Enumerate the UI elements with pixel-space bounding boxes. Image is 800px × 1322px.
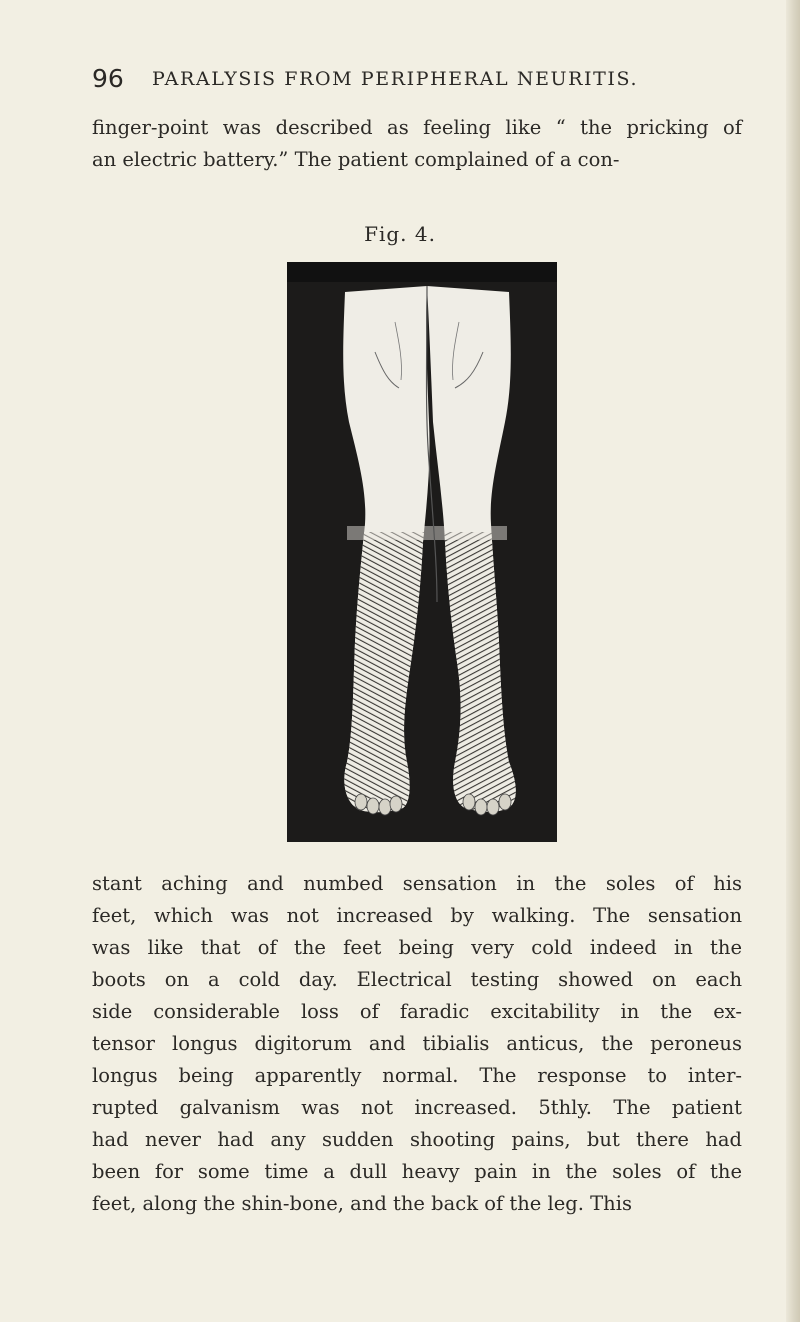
page-number: 96 xyxy=(92,64,124,93)
paragraph-top xyxy=(92,112,742,176)
figure-legs-illustration xyxy=(287,262,557,842)
figure-caption: Fig. 4. xyxy=(364,222,436,246)
text-line: had never had any sudden shooting pains, but there had xyxy=(92,1128,742,1151)
text-line: an electric battery.” The patient complained of a con- xyxy=(92,148,620,171)
text-line: rupted galvanism was not increased. 5thly. The patient xyxy=(92,1096,742,1119)
paragraph-bottom xyxy=(92,868,742,1220)
text-line: longus being apparently normal. The response to inter- xyxy=(92,1064,742,1087)
running-head: PARALYSIS FROM PERIPHERAL NEURITIS. xyxy=(152,68,639,90)
text-line: feet, which was not increased by walking. The sensation xyxy=(92,904,742,927)
text-line: finger-point was described as feeling like “ the pricking of xyxy=(92,116,742,139)
text-line: side considerable loss of faradic excitability in the ex- xyxy=(92,1000,742,1023)
text-line: tensor longus digitorum and tibialis anticus, the peroneus xyxy=(92,1032,742,1055)
text-line: been for some time a dull heavy pain in the soles of the xyxy=(92,1160,742,1183)
legs-drawing xyxy=(287,262,557,842)
text-line: stant aching and numbed sensation in the soles of his xyxy=(92,872,742,895)
text-line: feet, along the shin-bone, and the back of the leg. This xyxy=(92,1192,632,1215)
text-line: boots on a cold day. Electrical testing showed on each xyxy=(92,968,742,991)
book-spine-edge xyxy=(786,0,800,1322)
page-header xyxy=(92,64,732,98)
text-line: was like that of the feet being very cold indeed in the xyxy=(92,936,742,959)
